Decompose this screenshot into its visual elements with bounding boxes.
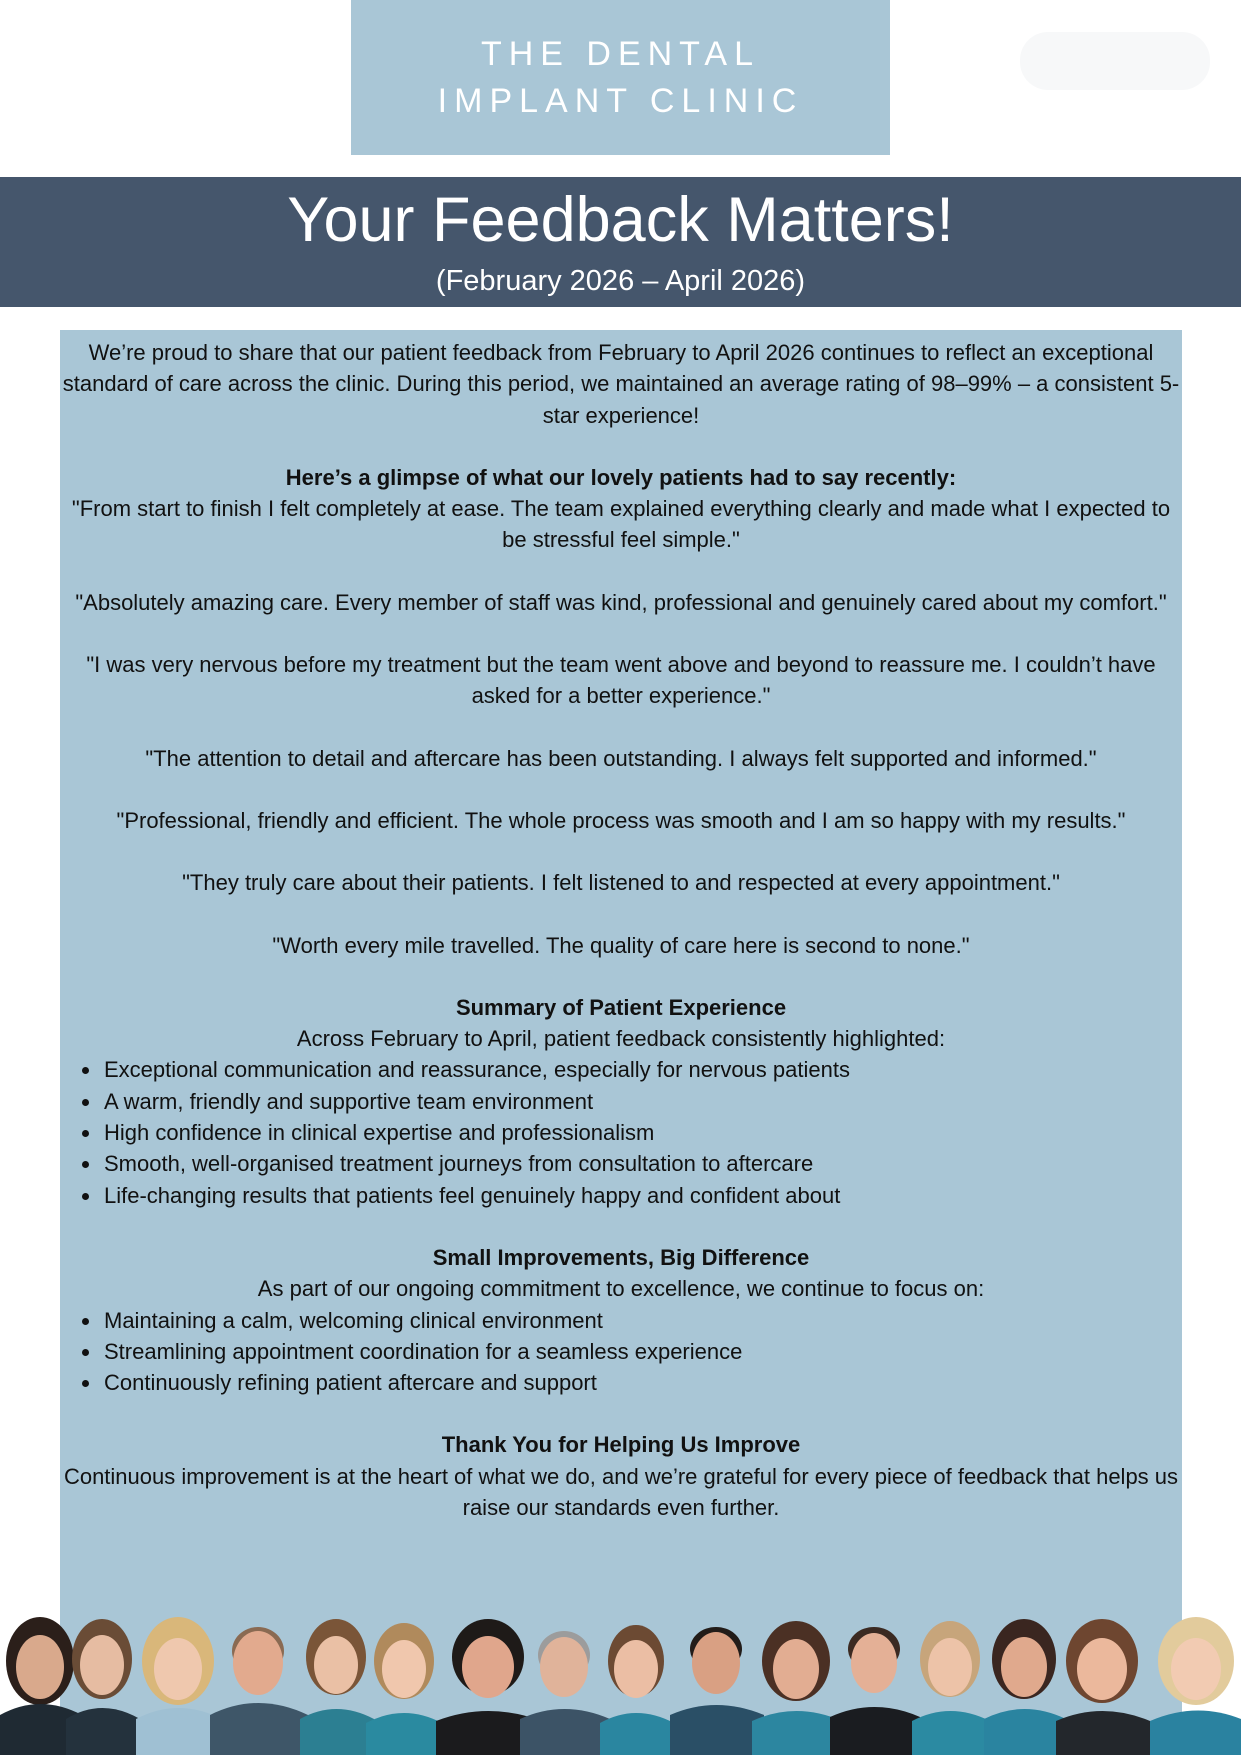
spacer [60, 899, 1182, 930]
clinic-logo [351, 0, 890, 155]
thanks-body: Continuous improvement is at the heart of what we do, and we’re grateful for every piece of feedback that helps us raise our standards even further. [63, 1463, 1179, 1521]
bullet-dot-icon [82, 1161, 89, 1168]
bullet-dot-icon [82, 1318, 89, 1325]
improvements-intro: As part of our ongoing commitment to excellence, we continue to focus on: [257, 1276, 985, 1302]
bullet-dot-icon [82, 1099, 89, 1106]
testimonial-quote: "Absolutely amazing care. Every member of staff was kind, professional and genuinely cared about my comfort." [75, 589, 1167, 615]
list-item [104, 1117, 1182, 1148]
list-item-text: Smooth, well-organised treatment journeys from consultation to aftercare [104, 1151, 814, 1177]
testimonials-heading: Here’s a glimpse of what our lovely patients had to say recently: [285, 464, 957, 490]
bullet-dot-icon [82, 1349, 89, 1356]
title-banner [0, 177, 1241, 307]
spacer [60, 836, 1182, 867]
spacer [60, 961, 1182, 992]
team-photo-strip [0, 1615, 1241, 1755]
list-item [104, 1054, 1182, 1085]
feedback-content [60, 337, 1182, 1523]
summary-list [60, 1054, 1182, 1210]
bullet-dot-icon [82, 1130, 89, 1137]
intro-paragraph: We’re proud to share that our patient feedback from February to April 2026 continues to reflect an exceptional standard of care across the clinic. During this period, we maintained an average rating of 98–99% – a consistent 5-star experience! [62, 340, 1180, 428]
list-item-text: Maintaining a calm, welcoming clinical environment [104, 1307, 603, 1333]
list-item [104, 1086, 1182, 1117]
bullet-dot-icon [82, 1193, 89, 1200]
list-item-text: High confidence in clinical expertise and professionalism [104, 1120, 655, 1146]
spacer [60, 1398, 1182, 1429]
list-item [104, 1148, 1182, 1179]
summary-intro: Across February to April, patient feedback consistently highlighted: [296, 1026, 946, 1052]
testimonial-quote: "They truly care about their patients. I felt listened to and respected at every appointment." [182, 870, 1060, 896]
spacer [60, 774, 1182, 805]
faint-watermark [1020, 32, 1210, 90]
spacer [60, 1211, 1182, 1242]
page-title: Your Feedback Matters! [287, 185, 954, 255]
team-photo-illustration [0, 1615, 1241, 1755]
spacer [60, 618, 1182, 649]
list-item-text: Streamlining appointment coordination for a seamless experience [104, 1338, 743, 1364]
list-item [104, 1367, 1182, 1398]
logo-line-2: IMPLANT CLINIC [437, 81, 804, 120]
list-item [104, 1180, 1182, 1211]
testimonial-quote: "From start to finish I felt completely at ease. The team explained everything clearly and made what I expected to be stressful feel simple." [71, 496, 1171, 553]
testimonial-quote: "The attention to detail and aftercare has been outstanding. I always felt supported and informed." [145, 745, 1097, 771]
testimonial-quote: "Professional, friendly and efficient. The whole process was smooth and I am so happy with my results." [116, 807, 1126, 833]
bullet-dot-icon [82, 1380, 89, 1387]
testimonial-quote: "I was very nervous before my treatment but the team went above and beyond to reassure me. I couldn’t have asked for a better experience." [86, 652, 1156, 709]
date-range-subtitle: (February 2026 – April 2026) [435, 265, 806, 297]
bullet-dot-icon [82, 1067, 89, 1074]
list-item-text: A warm, friendly and supportive team environment [104, 1088, 594, 1114]
thanks-heading: Thank You for Helping Us Improve [441, 1432, 801, 1458]
list-item-text: Life-changing results that patients feel genuinely happy and confident about [104, 1182, 841, 1208]
list-item-text: Continuously refining patient aftercare and support [104, 1370, 597, 1396]
testimonial-quote: "Worth every mile travelled. The quality of care here is second to none." [272, 932, 970, 958]
improvements-heading: Small Improvements, Big Difference [432, 1244, 810, 1270]
spacer [60, 431, 1182, 462]
list-item-text: Exceptional communication and reassurance, especially for nervous patients [104, 1057, 850, 1083]
logo-line-1: THE DENTAL [480, 34, 761, 73]
list-item [104, 1336, 1182, 1367]
summary-heading: Summary of Patient Experience [455, 994, 787, 1020]
improvements-list [60, 1305, 1182, 1399]
spacer [60, 712, 1182, 743]
list-item [104, 1305, 1182, 1336]
spacer [60, 556, 1182, 587]
